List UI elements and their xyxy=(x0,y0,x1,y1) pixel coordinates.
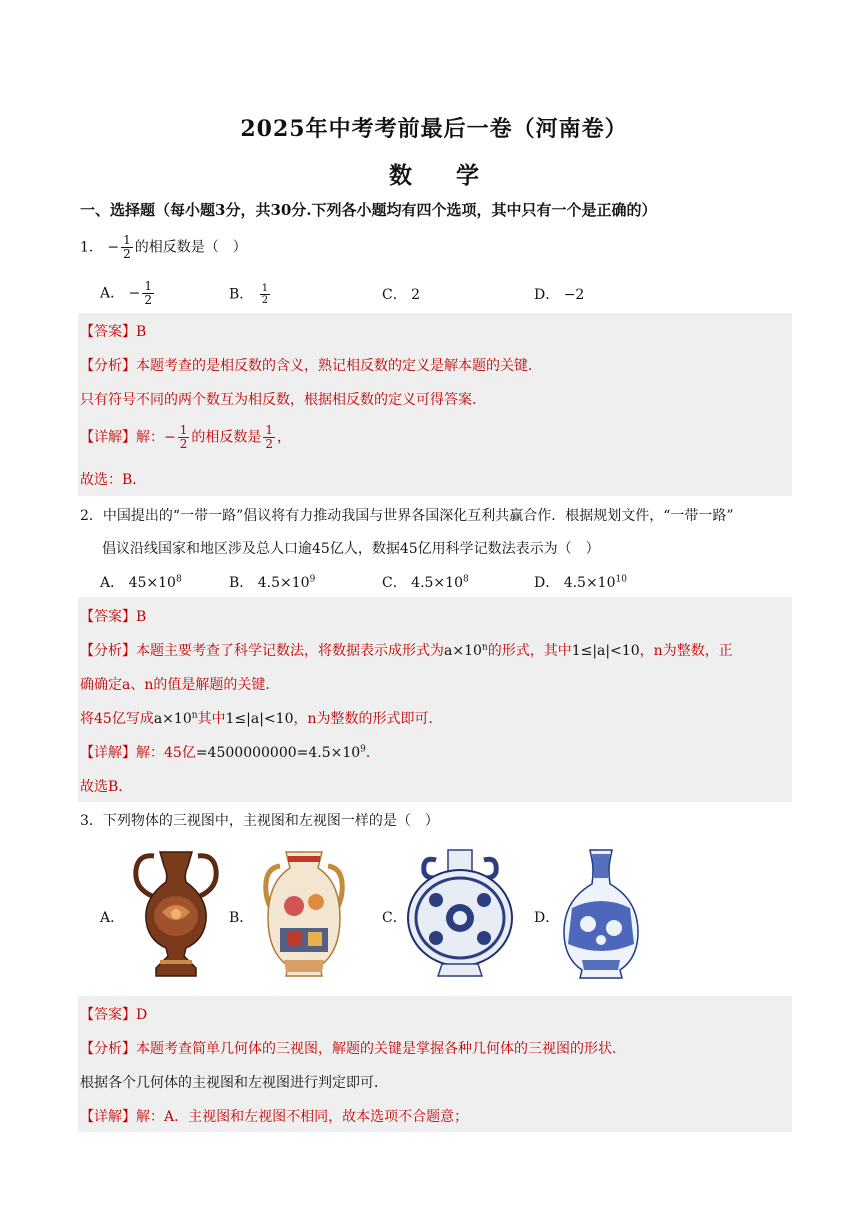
q1-analysis: 【分析】本题考查的是相反数的含义，熟记相反数的定义是解本题的关键． xyxy=(80,358,542,374)
q2-option-c: C． $4.5\times 10^8$ xyxy=(382,574,469,591)
q3-analysis-2: 根据各个几何体的主视图和左视图进行判定即可． xyxy=(80,1075,388,1091)
q2-analysis-2: 确确定a、n的值是解题的关键． xyxy=(80,677,280,693)
q3-analysis: 【分析】本题考查简单几何体的三视图，解题的关键是掌握各种几何体的三视图的形状． xyxy=(80,1041,626,1057)
q3-answer: 【答案】D xyxy=(80,1007,148,1023)
q1-option-a: A． − $\frac{1}{2}$ xyxy=(100,279,152,307)
fraction: $\frac{1}{2}$ xyxy=(123,233,131,261)
page-title: 2025年中考考前最后一卷（河南卷） xyxy=(240,116,628,142)
q1-conclusion: 故选：B． xyxy=(80,472,147,488)
q2-option-a: A． $45\times 10^8$ xyxy=(100,574,182,591)
question-text: 的相反数是（ ） xyxy=(134,239,247,256)
question-1-stem xyxy=(80,234,247,261)
q1-option-c: C． 2 xyxy=(382,287,421,303)
vase-d-image xyxy=(560,848,642,980)
minus-sign: − xyxy=(107,239,120,256)
q2-option-b: B． $4.5\times 10^9$ xyxy=(229,574,316,591)
q1-option-b: B． $\frac{1}{2}$ xyxy=(229,283,269,306)
question-2-stem-2: 倡议沿线国家和地区涉及总人口逾45亿人，数据45亿用科学记数法表示为（ ） xyxy=(102,541,600,557)
vase-b-image xyxy=(258,848,350,980)
q1-answer: 【答案】B xyxy=(80,324,147,340)
q2-conclusion: 故选B． xyxy=(80,779,133,795)
q2-detail: 【详解】解：45亿$=4500000000=4.5\times 10^9$． xyxy=(80,744,380,761)
q2-analysis-3: 将45亿写成$a\times 10^n$其中1≤|a|<10，n为整数的形式即可． xyxy=(80,710,443,727)
section-heading: 一、选择题（每小题3分，共30分.下列各小题均有四个选项，其中只有一个是正确的） xyxy=(80,201,657,219)
q3-option-d-label: D． xyxy=(534,910,560,926)
q3-detail: 【详解】解：A．主视图和左视图不相同，故本选项不合题意； xyxy=(80,1109,469,1125)
question-number: 1． xyxy=(80,239,103,256)
question-3-stem: 3．下列物体的三视图中，主视图和左视图一样的是（ ） xyxy=(80,813,439,829)
question-2-stem: 2．中国提出的“一带一路”倡议将有力推动我国与世界各国深化互利共赢合作．根据规划文件，“一带一路” xyxy=(80,508,734,524)
q3-option-b-label: B． xyxy=(229,910,254,926)
q2-answer: 【答案】B xyxy=(80,609,147,625)
q2-answer-box xyxy=(78,597,792,802)
subject-title: 数 学 xyxy=(388,162,497,189)
q3-option-a-label: A． xyxy=(100,910,125,926)
q1-option-d: D． −2 xyxy=(534,287,585,303)
q3-option-c-label: C． xyxy=(382,910,407,926)
q1-analysis-2: 只有符号不同的两个数互为相反数，根据相反数的定义可得答案． xyxy=(80,392,486,408)
q2-option-d: D． $4.5\times 10^{10}$ xyxy=(534,574,627,591)
vase-a-image xyxy=(124,848,228,980)
q1-detail: 【详解】解：− $\frac{1}{2}$ 的相反数是 $\frac{1}{2}$ ， xyxy=(80,423,292,451)
q2-analysis: 【分析】本题主要考查了科学记数法，将数据表示成形式为$a\times 10^n$的形式，其中1≤|a|<10，n为整数，正 xyxy=(80,642,733,659)
vase-c-image xyxy=(402,848,518,980)
